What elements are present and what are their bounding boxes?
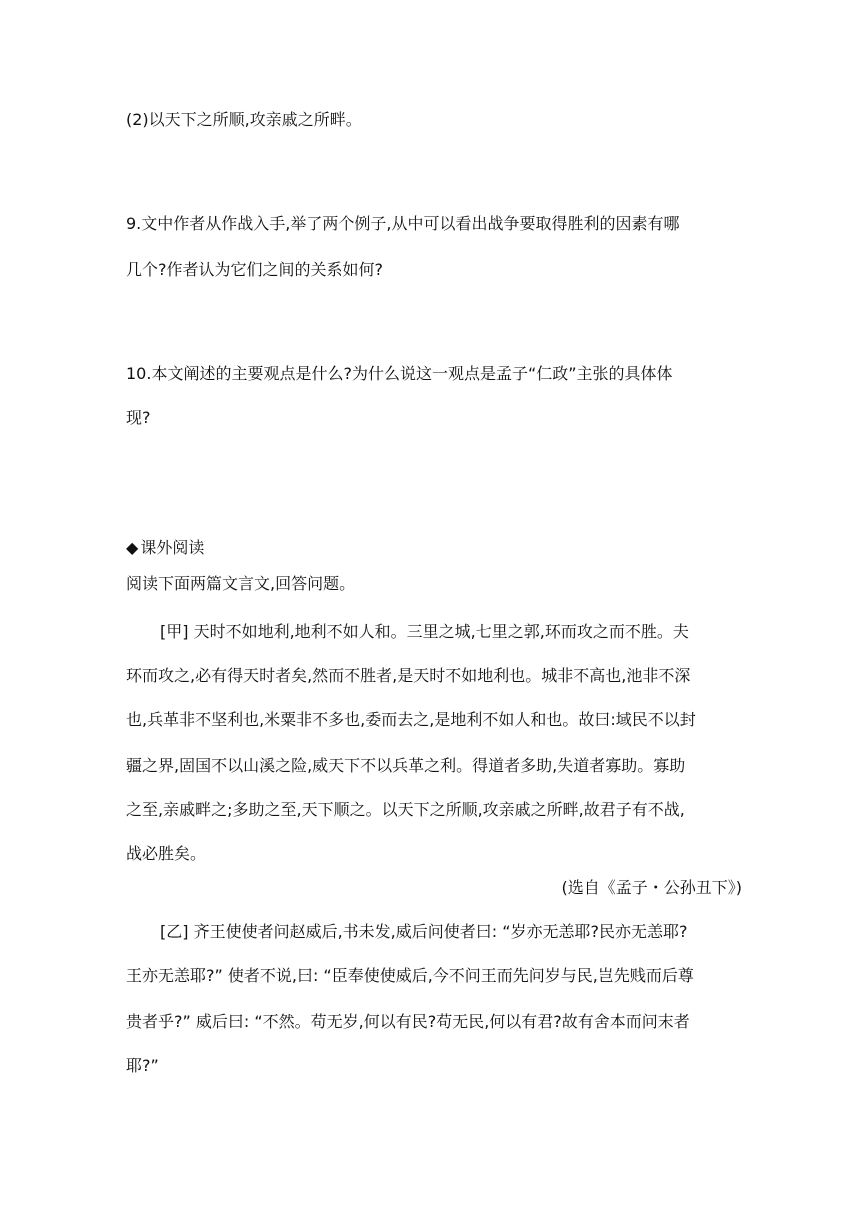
section-heading (126, 538, 746, 558)
section-title: 课外阅读 (140, 538, 205, 557)
passage-a-line: 疆之界,固国不以山溪之险,威天下不以兵革之利。得道者多助,失道者寡助。寡助 (126, 756, 686, 775)
question-10-line-2: 现? (126, 408, 151, 427)
passage-b-line: [乙] 齐王使使者问赵威后,书未发,威后问使者曰: “岁亦无恙耶?民亦无恙耶? (160, 922, 688, 941)
question-9-line-2: 几个?作者认为它们之间的关系如何? (126, 260, 383, 279)
passage-a-line: 战必胜矣。 (126, 844, 207, 863)
section-instruction: 阅读下面两篇文言文,回答问题。 (126, 574, 356, 593)
passage-b-line: 王亦无恙耶?” 使者不说,曰: “臣奉使使威后,今不问王而先问岁与民,岂先贱而后尊 (126, 966, 694, 985)
passage-a-line: 环而攻之,必有得天时者矣,然而不胜者,是天时不如地利也。城非不高也,池非不深 (126, 666, 691, 685)
passage-a-line: 之至,亲戚畔之;多助之至,天下顺之。以天下之所顺,攻亲戚之所畔,故君子有不战, (126, 800, 685, 819)
question-8-part-2: (2)以天下之所顺,攻亲戚之所畔。 (126, 110, 362, 129)
diamond-bullet-icon: ◆ (126, 538, 139, 557)
question-9-line-1: 9.文中作者从作战入手,举了两个例子,从中可以看出战争要取得胜利的因素有哪 (126, 214, 680, 233)
passage-a-line: [甲] 天时不如地利,地利不如人和。三里之城,七里之郭,环而攻之而不胜。夫 (160, 622, 689, 641)
passage-a-line: 也,兵革非不坚利也,米粟非不多也,委而去之,是地利不如人和也。故曰:域民不以封 (126, 710, 696, 729)
passage-a-source: (选自《孟子・公孙丑下》) (561, 878, 742, 897)
question-10-line-1: 10.本文阐述的主要观点是什么?为什么说这一观点是孟子“仁政”主张的具体体 (126, 364, 673, 383)
passage-b-line: 贵者乎?” 威后曰: “不然。苟无岁,何以有民?苟无民,何以有君?故有舍本而问末者 (126, 1012, 690, 1031)
passage-b-line: 耶?” (126, 1056, 159, 1075)
